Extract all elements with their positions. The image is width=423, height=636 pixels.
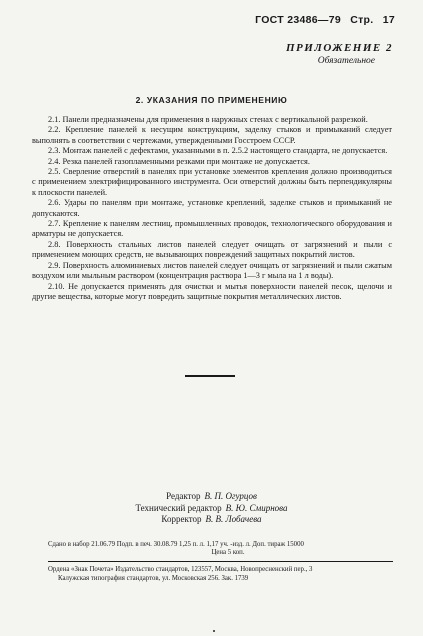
- section-body: [32, 115, 392, 302]
- paragraph-2-10: 2.10. Не допускается применять для очистки и мытья поверхности панелей песок, щелочи и другие вещества, которые могут повредить защитные покрытия металлических листов.: [32, 281, 392, 301]
- page-header: [249, 14, 395, 26]
- imprint-details: Сдано в набор 21.06.79 Подп. в печ. 30.08.79 1,25 п. л. 1,17 уч. -изд. л. Доп. тираж 15000: [48, 541, 304, 548]
- paragraph-2-7: 2.7. Крепление к панелям лестниц, промышленных проводок, технологического оборудования и арматуры не допускается.: [32, 219, 392, 239]
- paragraph-2-2: 2.2. Крепление панелей к несущим конструкциям, заделку стыков и примыканий следует выполнять в соответствии с чертежами, утвержденными Госстроем СССР.: [32, 125, 392, 145]
- appendix-title: ПРИЛОЖЕНИЕ 2: [285, 42, 393, 54]
- editor-name: В. П. Огурцов: [204, 491, 257, 501]
- paragraph-2-8: 2.8. Поверхность стальных листов панелей следует очищать от загрязнений и пыли с применением моющих средств, не вызывающих повреждений защитных покрытий листов.: [32, 239, 392, 260]
- imprint-divider: [48, 561, 393, 562]
- paragraph-2-1: 2.1. Панели предназначены для применения в наружных стенах с вертикальной разрезкой.: [48, 115, 368, 124]
- paragraph-2-9: 2.9. Поверхность алюминиевых листов панелей следует очищать от загрязнений и пыли сжатым воздухом или мыльным раствором (концентрация раствора 1—3 г мыла на 1 л воды).: [32, 260, 392, 281]
- paragraph-2-5: 2.5. Сверление отверстий в панелях при установке элементов крепления должно производиться с применением электрифицированного инструмента. Оси отверстий должны быть перпендикулярны к плоскости панелей.: [32, 167, 392, 197]
- print-imprint: [48, 541, 408, 558]
- editor-label: Редактор: [166, 491, 201, 501]
- tech-editor-label: Технический редактор: [135, 502, 222, 513]
- page-label: Стр.: [350, 14, 374, 26]
- publisher-line-1: Ордена «Знак Почета» Издательство стандартов, 123557, Москва, Новопресненский пер., 3: [48, 566, 313, 573]
- tech-editor-name: В. Ю. Смирнова: [225, 502, 288, 513]
- paragraph-2-6: 2.6. Удары по панелям при монтаже, установке креплений, заделке стыков и примыканий не допускаются.: [32, 198, 392, 218]
- imprint-price: Цена 5 коп.: [211, 549, 245, 557]
- section-title: 2. УКАЗАНИЯ ПО ПРИМЕНЕНИЮ: [135, 95, 288, 105]
- page-mark: [213, 630, 215, 632]
- publisher-block: [48, 566, 393, 583]
- tech-editor-row: [0, 503, 423, 515]
- editor-row: [0, 491, 423, 503]
- proofreader-name: В. В. Лобачева: [205, 514, 262, 524]
- proofreader-row: [0, 514, 423, 526]
- standard-number: ГОСТ 23486—79: [255, 14, 342, 26]
- page-number: 17: [382, 14, 395, 26]
- publisher-line-2: Калужская типография стандартов, ул. Московская 256. Зак. 1739: [58, 574, 249, 582]
- paragraph-2-3: 2.3. Монтаж панелей с дефектами, указанными в п. 2.5.2 настоящего стандарта, не допускается.: [48, 146, 388, 156]
- credits-block: [0, 491, 423, 526]
- end-of-section-rule: [185, 375, 235, 377]
- proofreader-label: Корректор: [161, 514, 202, 524]
- appendix-subtitle: Обязательное: [317, 56, 375, 66]
- paragraph-2-4: 2.4. Резка панелей газопламенными резками при монтаже не допускается.: [48, 156, 310, 166]
